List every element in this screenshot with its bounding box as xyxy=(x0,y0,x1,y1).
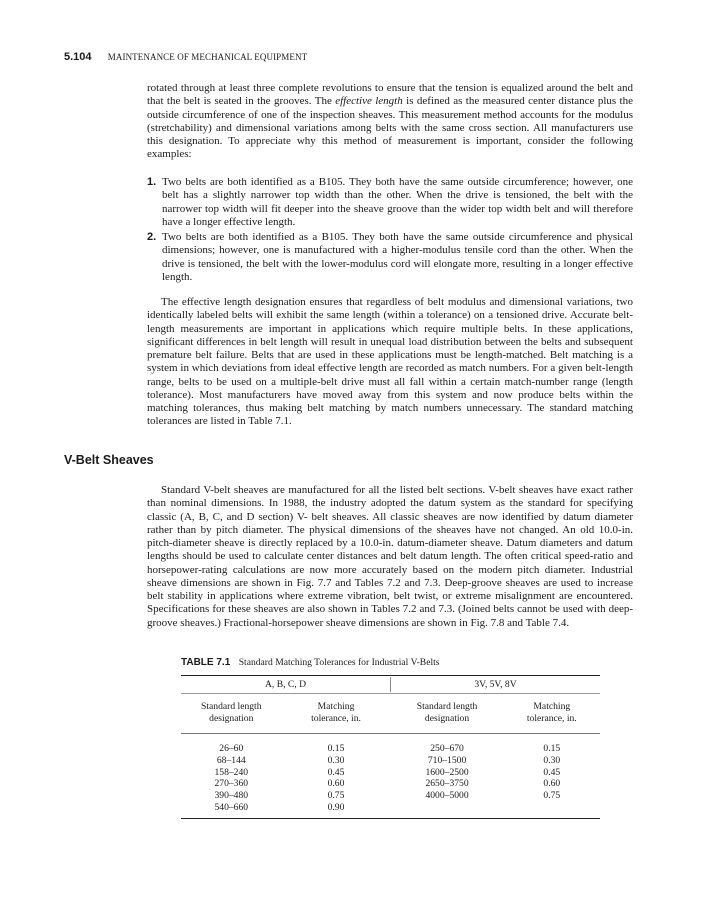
table-row xyxy=(181,790,600,802)
table-header-row xyxy=(181,692,600,734)
header-line: Standard length xyxy=(416,701,478,712)
example-number: 2. xyxy=(147,231,157,243)
header-line: designation xyxy=(424,713,470,724)
header-line: Standard length xyxy=(201,701,262,712)
sheaves-block xyxy=(147,484,633,630)
intro-paragraph xyxy=(147,82,633,162)
table-cell: 0.75 xyxy=(543,790,561,802)
table-cell: 250–670 xyxy=(430,743,464,754)
example-text: Two belts are both identified as a B105. They both have the same outside circumference and physical dimensions; however, one is manufactured with a higher-modulus tensile cord than the other. When the drive is tensioned, the belt with the lower-modulus cord will elongate more, resulting in a longer effective length. xyxy=(162,231,633,283)
table-row xyxy=(181,734,600,755)
intro-block xyxy=(147,82,633,162)
table-cell: 0.15 xyxy=(543,743,561,754)
sheaves-paragraph: Standard V-belt sheaves are manufactured for all the listed belt sections. V-belt sheaves have exact rather than nominal dimensions. In 1988, the industry adopted the datum system as the standard for specifying classic (A, B, C, and D section) V- belt sheaves. All classic sheaves are now identified by datum diameter rather than by pitch diameter. The physical dimensions of the sheaves have not changed. An old 10.0-in. pitch-diameter sheave is directly replaced by a 10.0-in. datum-diameter sheave. Datum diameters and datum lengths should be used to calculate center distances and belt datum length. The often critical speed-ratio and horsepower-rating calculations are now more accurately based on the modern pitch diameter. Industrial sheave dimensions are shown in Fig. 7.7 and Tables 7.2 and 7.3. Deep-groove sheaves are used to increase belt stability in applications where extreme vibration, belt twist, or extreme misalignment are encountered. Specifications for these sheaves are also shown in Tables 7.2 and 7.3. (Joined belts cannot be used with deep-groove sheaves.) Fractional-horsepower sheave dimensions are shown in Fig. 7.8 and Table 7.4. xyxy=(147,484,633,629)
paragraph-2-block xyxy=(147,296,633,429)
header-line: designation xyxy=(209,713,254,724)
header-line: tolerance, in. xyxy=(526,713,577,724)
table-label: TABLE 7.1 xyxy=(181,657,231,668)
table-cell: 0.60 xyxy=(327,778,345,790)
table-cell: 0.90 xyxy=(327,801,345,813)
column-header xyxy=(390,692,503,734)
example-item xyxy=(147,231,633,284)
running-title: MAINTENANCE OF MECHANICAL EQUIPMENT xyxy=(107,52,308,62)
example-text: Two belts are both identified as a B105. They both have the same outside circumference; however, one belt has a slightly narrower top width than the other. When the drive is tensioned, the belt with the narrower top width will fit deeper into the sheave groove than the wider top width belt and will therefore have a longer effective length. xyxy=(162,176,633,228)
column-header xyxy=(181,692,282,734)
table-cell: 0.30 xyxy=(327,754,345,766)
effective-length-paragraph: The effective length designation ensures that regardless of belt modulus and dimensional variations, two identically labeled belts will exhibit the same length (within a tolerance) on a tensioned drive. Accurate belt-length measurements are important in applications which require multiple belts. In these applications, significant differences in belt length will result in unequal load distribution between the belts and subsequent premature belt failure. Belts that are used in these applications must be length-matched. Belt matching is a system in which deviations from ideal effective length are recorded as match numbers. For a given belt-length range, belts to be used on a multiple-belt drive must all fall within a certain match-number range (length tolerance). Most manufacturers have moved away from this system and now produce belts within the matching tolerances, thus making belt matching by match numbers unnecessary. The standard matching tolerances are listed in Table 7.1. xyxy=(147,296,633,428)
table-cell: 390–480 xyxy=(214,790,249,802)
table-row xyxy=(181,767,600,779)
page-number: 5.104 xyxy=(64,51,92,63)
example-item xyxy=(147,176,633,229)
group-classic: A, B, C, D xyxy=(181,677,390,692)
table-cell: 1600–2500 xyxy=(425,766,469,778)
intro-text-a: rotated through at least three complete revolutions to ensure that the tension is equalized around the belt and that the belt is seated in the grooves. The xyxy=(147,82,633,108)
section-heading: V-Belt Sheaves xyxy=(64,453,154,467)
header-line: Matching xyxy=(317,701,355,712)
intro-term: effective length xyxy=(335,95,403,108)
header-line: tolerance, in. xyxy=(311,713,361,724)
table-cell: 2650–3750 xyxy=(425,778,469,790)
running-header xyxy=(64,51,307,63)
examples-block xyxy=(147,176,633,286)
column-header xyxy=(282,692,391,734)
table-cell: 0.30 xyxy=(543,754,561,766)
table-cell: 540–660 xyxy=(214,801,249,813)
table-cell: 270–360 xyxy=(214,778,249,790)
table-cell: 710–1500 xyxy=(427,754,467,766)
table-cell: 26–60 xyxy=(219,743,244,754)
examples-list xyxy=(147,176,633,284)
table-bottom-rule xyxy=(181,818,600,819)
group-narrow: 3V, 5V, 8V xyxy=(474,679,517,690)
column-header xyxy=(504,692,600,734)
table-title: Standard Matching Tolerances for Industrial V-Belts xyxy=(238,657,440,668)
table-cell: 0.60 xyxy=(543,778,561,790)
table-group-row xyxy=(181,677,600,692)
example-number: 1. xyxy=(147,176,157,188)
tolerance-table xyxy=(181,677,600,821)
table-caption xyxy=(181,657,440,668)
table-row xyxy=(181,778,600,790)
table-top-rule xyxy=(181,675,600,676)
table-cell: 0.45 xyxy=(543,766,561,778)
header-line: Matching xyxy=(533,701,571,712)
table-cell: 0.45 xyxy=(327,766,345,778)
table-cell: 158–240 xyxy=(214,766,249,778)
table-cell: 68–144 xyxy=(216,754,246,766)
intro-text-b: is defined as the measured center distance plus the outside circumference of one of the inspection sheaves. This measurement method accounts for the modulus (stretchability) and dimensional variations among belts with the same cross section. All manufacturers use this designation. To appreciate why this method of measurement is important, consider the following examples: xyxy=(147,95,633,161)
table-cell: 4000–5000 xyxy=(425,790,469,802)
table-row xyxy=(181,755,600,767)
table-cell: 0.75 xyxy=(327,790,345,802)
table-cell: 0.15 xyxy=(327,743,345,754)
